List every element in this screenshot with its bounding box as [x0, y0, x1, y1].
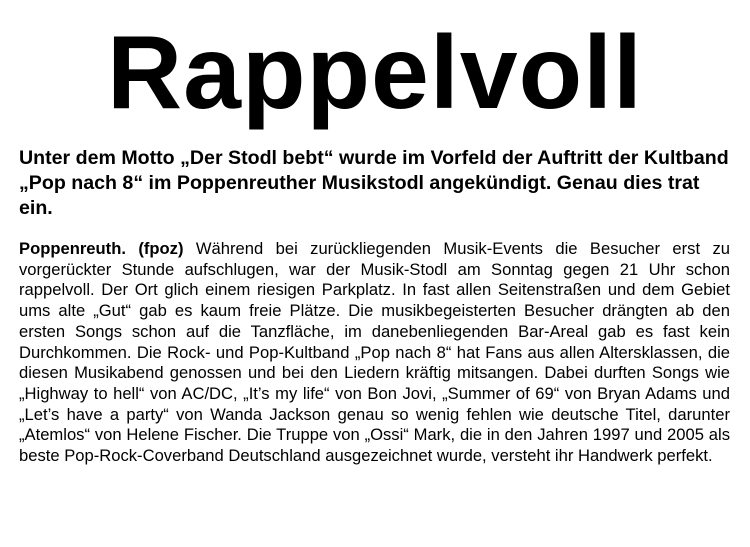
- lead-paragraph: Unter dem Motto „Der Stodl bebt“ wurde im Vorfeld der Auftritt der Kultband „Pop nach 8“ im Poppenreuther Musikstodl angekündigt. Genau dies trat ein.: [19, 147, 729, 219]
- headline: Rappelvoll: [107, 15, 643, 131]
- body-text: Während bei zurückliegenden Musik-Events die Besucher erst zu vorgerückter Stunde aufschlugen, war der Musik-Stodl am Sonntag gegen 21 Uhr schon rappelvoll. Der Ort glich einem riesigen Parkplatz. In fast allen Seitenstraßen und dem Gebiet ums alte „Gut“ gab es kaum freie Plätze. Die musikbegeisterten Besucher drängten ab den ersten Songs schon auf die Tanzfläche, im danebenliegenden Bar-Areal gab es fast kein Durchkommen. Die Rock- und Pop-Kultband „Pop nach 8“ hat Fans aus allen Altersklassen, die diesen Musikabend genossen und bei den Liedern kräftig mitsangen. Dabei durften Songs wie „Highway to hell“ von AC/DC, „It’s my life“ von Bon Jovi, „Summer of 69“ von Bryan Adams und „Let’s have a party“ von Wanda Jackson genau so wenig fehlen wie deutsche Titel, darunter „Atemlos“ von Helene Fischer. Die Truppe von „Ossi“ Mark, die in den Jahren 1997 und 2005 als beste Pop-Rock-Coverband Deutschland ausgezeichnet wurde, versteht ihr Handwerk perfekt.: [19, 239, 730, 466]
- body-paragraph: [19, 239, 730, 467]
- dateline: Poppenreuth. (fpoz): [19, 239, 184, 258]
